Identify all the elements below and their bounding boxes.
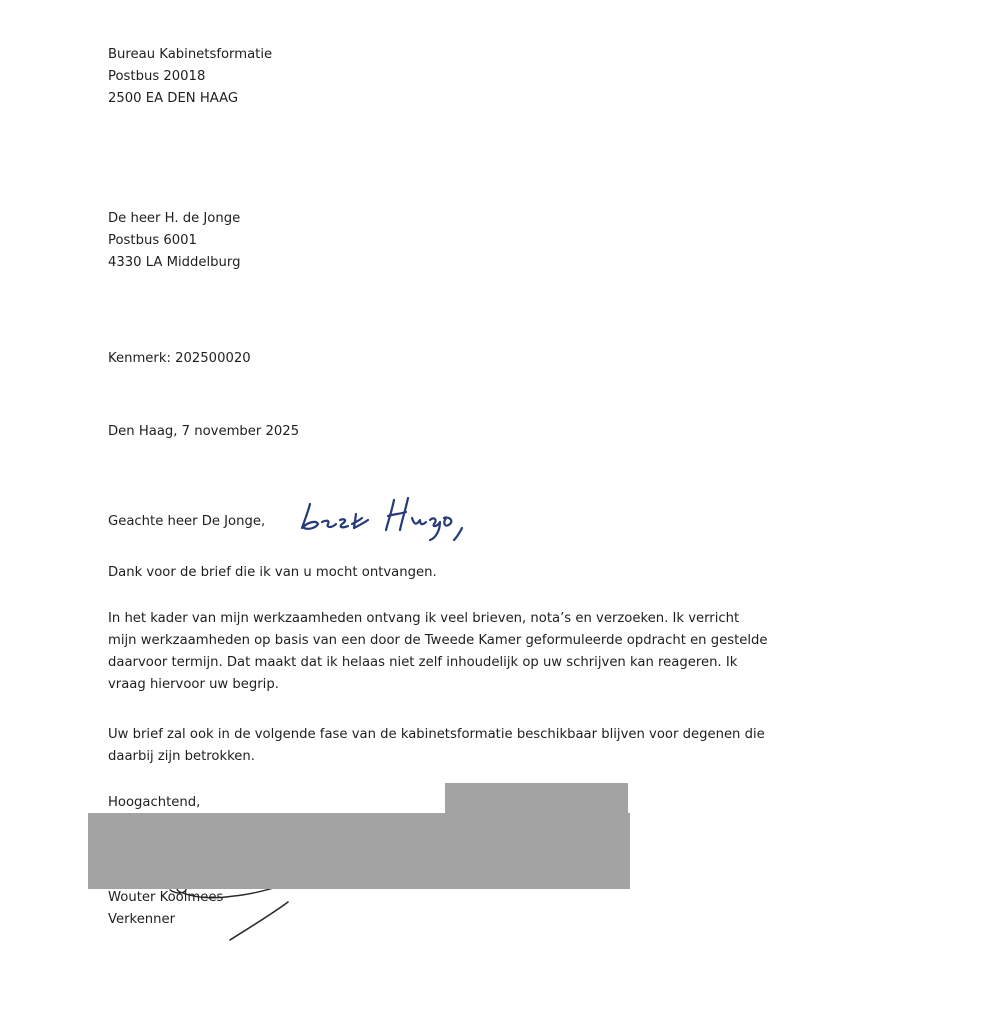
- paragraph-2-line: vraag hiervoor uw begrip.: [108, 677, 279, 692]
- recipient-address: [108, 208, 240, 274]
- reference-number: Kenmerk: 202500020: [108, 351, 251, 366]
- paragraph-2-line: In het kader van mijn werkzaamheden ontvang ik veel brieven, nota’s en verzoeken. Ik verricht: [108, 611, 740, 626]
- paragraph-3-line: daarbij zijn betrokken.: [108, 749, 255, 764]
- signer-title: Verkenner: [108, 912, 176, 927]
- sender-address: [108, 44, 272, 110]
- closing-phrase: Hoogachtend,: [108, 795, 201, 810]
- sender-city: 2500 EA DEN HAAG: [108, 91, 239, 106]
- redaction-block: [88, 813, 630, 889]
- paragraph-2-line: daarvoor termijn. Dat maakt dat ik helaas niet zelf inhoudelijk op uw schrijven kan reageren. Ik: [108, 655, 738, 670]
- signer-name: Wouter Koolmees: [108, 890, 224, 905]
- salutation: Geachte heer De Jonge,: [108, 514, 266, 529]
- letter-date: Den Haag, 7 november 2025: [108, 424, 300, 439]
- paragraph-3-line: Uw brief zal ook in de volgende fase van de kabinetsformatie beschikbaar blijven voor degenen die: [108, 727, 765, 742]
- sender-name: Bureau Kabinetsformatie: [108, 47, 273, 62]
- redaction-block: [445, 783, 628, 815]
- signer-block: [108, 887, 223, 931]
- body-paragraph-1: Dank voor de brief die ik van u mocht ontvangen.: [108, 565, 437, 580]
- handwritten-greeting: [296, 490, 476, 550]
- body-paragraph-3: [108, 724, 868, 768]
- body-paragraph-2: [108, 608, 868, 696]
- sender-postbus: Postbus 20018: [108, 69, 206, 84]
- recipient-city: 4330 LA Middelburg: [108, 255, 241, 270]
- recipient-postbus: Postbus 6001: [108, 233, 197, 248]
- recipient-name: De heer H. de Jonge: [108, 211, 241, 226]
- paragraph-2-line: mijn werkzaamheden op basis van een door de Tweede Kamer geformuleerde opdracht en gestelde: [108, 633, 768, 648]
